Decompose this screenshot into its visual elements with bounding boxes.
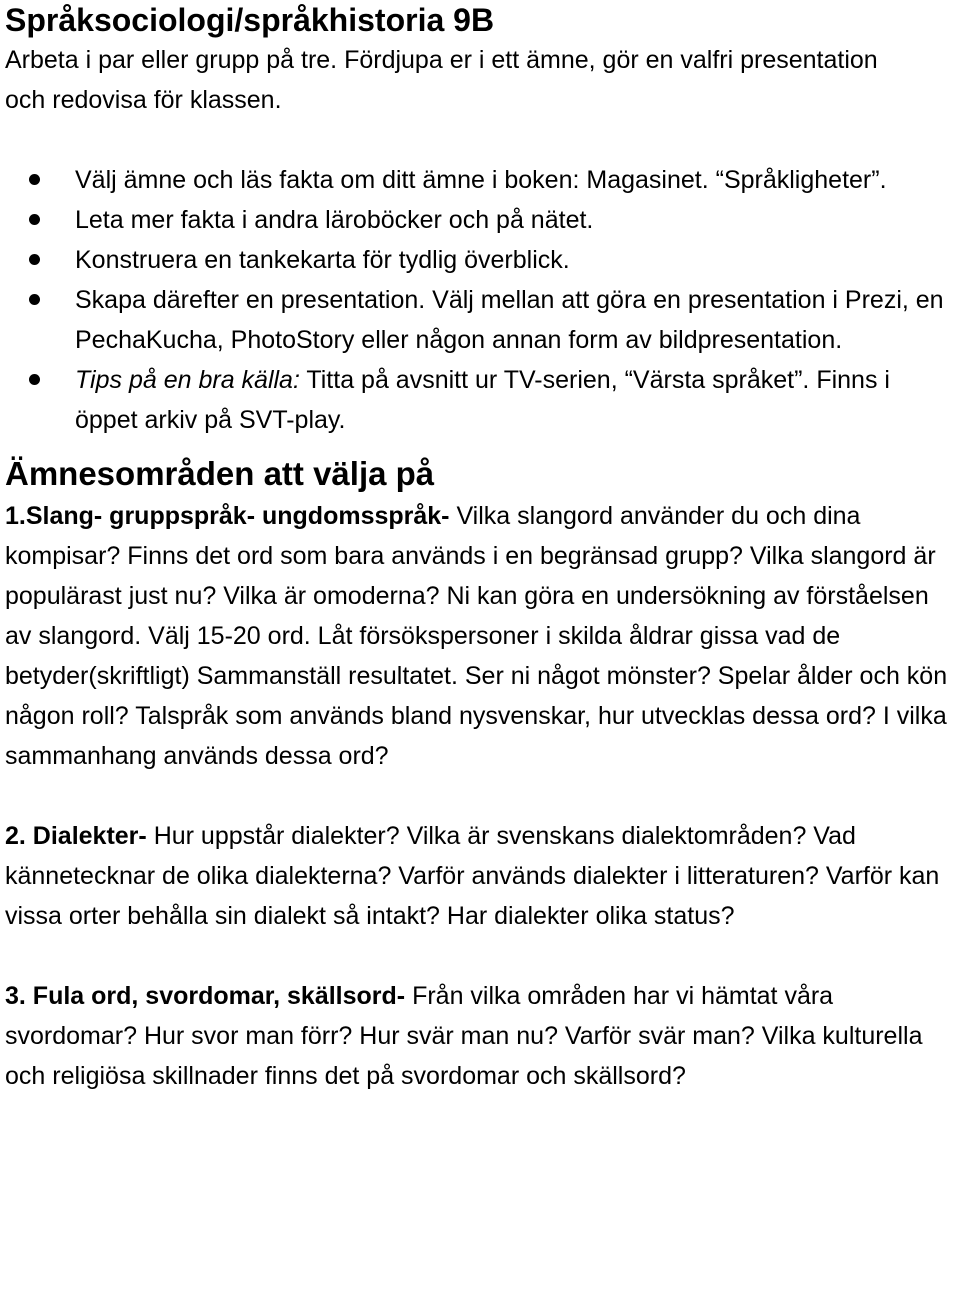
instruction-text: Konstruera en tankekarta för tydlig överblick. xyxy=(75,246,570,274)
spacer xyxy=(5,936,960,976)
instruction-text: Skapa därefter en presentation. Välj mellan att göra en presentation i Prezi, en PechaKucha, PhotoStory eller någon annan form av bildpresentation. xyxy=(75,286,944,354)
instruction-item xyxy=(5,240,955,280)
topic-lead: 1.Slang- gruppspråk- ungdomsspråk- xyxy=(5,502,450,530)
bullet-icon xyxy=(29,374,40,385)
bullet-icon xyxy=(29,214,40,225)
section-heading: Ämnesområden att välja på xyxy=(5,455,435,492)
instruction-text: Leta mer fakta i andra läroböcker och på nätet. xyxy=(75,206,594,234)
instruction-text: Välj ämne och läs fakta om ditt ämne i boken: Magasinet. “Språkligheter”. xyxy=(75,166,887,194)
topic-dialects xyxy=(5,816,960,936)
instruction-item xyxy=(5,160,955,200)
document-title: Språksociologi/språkhistoria 9B xyxy=(5,2,495,38)
topic-lead: 2. Dialekter- xyxy=(5,822,147,850)
topic-text: Vilka slangord använder du och dina kompisar? Finns det ord som bara används i en begränsad grupp? Vilka slangord är populärast just nu? Vilka är omoderna? Ni kan göra en undersökning av förståelsen av slangord. Välj 15-20 ord. Låt försökspersoner i skilda åldrar gissa vad de betyder(skriftligt) Sammanställ resultatet. Ser ni något mönster? Spelar ålder och kön någon roll? Talspråk som används bland nysvenskar, hur utvecklas dessa ord? I vilka sammanhang används dessa ord? xyxy=(5,502,948,770)
intro-paragraph: Arbeta i par eller grupp på tre. Fördjupa er i ett ämne, gör en valfri presentation och redovisa för klassen. xyxy=(5,46,878,114)
tip-lead: Tips på en bra källa: xyxy=(75,366,300,394)
instruction-item xyxy=(5,280,955,360)
topic-lead: 3. Fula ord, svordomar, skällsord- xyxy=(5,982,406,1010)
bullet-icon xyxy=(29,254,40,265)
instruction-text: Titta på avsnitt ur TV-serien, “Värsta språket”. Finns i öppet arkiv på SVT-play. xyxy=(75,366,890,434)
topic-text: Från vilka områden har vi hämtat våra svordomar? Hur svor man förr? Hur svär man nu? Varför svär man? Vilka kulturella och religiösa skillnader finns det på svordomar och skällsord? xyxy=(5,982,923,1090)
instruction-item xyxy=(5,360,955,440)
topic-slang xyxy=(5,496,960,776)
topic-swearwords xyxy=(5,976,960,1096)
bullet-icon xyxy=(29,294,40,305)
instruction-item xyxy=(5,200,955,240)
bullet-icon xyxy=(29,174,40,185)
spacer xyxy=(5,776,960,816)
instruction-list xyxy=(5,160,960,440)
spacer xyxy=(5,120,960,160)
topic-text: Hur uppstår dialekter? Vilka är svenskans dialektområden? Vad kännetecknar de olika dialekterna? Varför används dialekter i litteraturen? Varför kan vissa orter behålla sin dialekt så intakt? Har dialekter olika status? xyxy=(5,822,940,930)
